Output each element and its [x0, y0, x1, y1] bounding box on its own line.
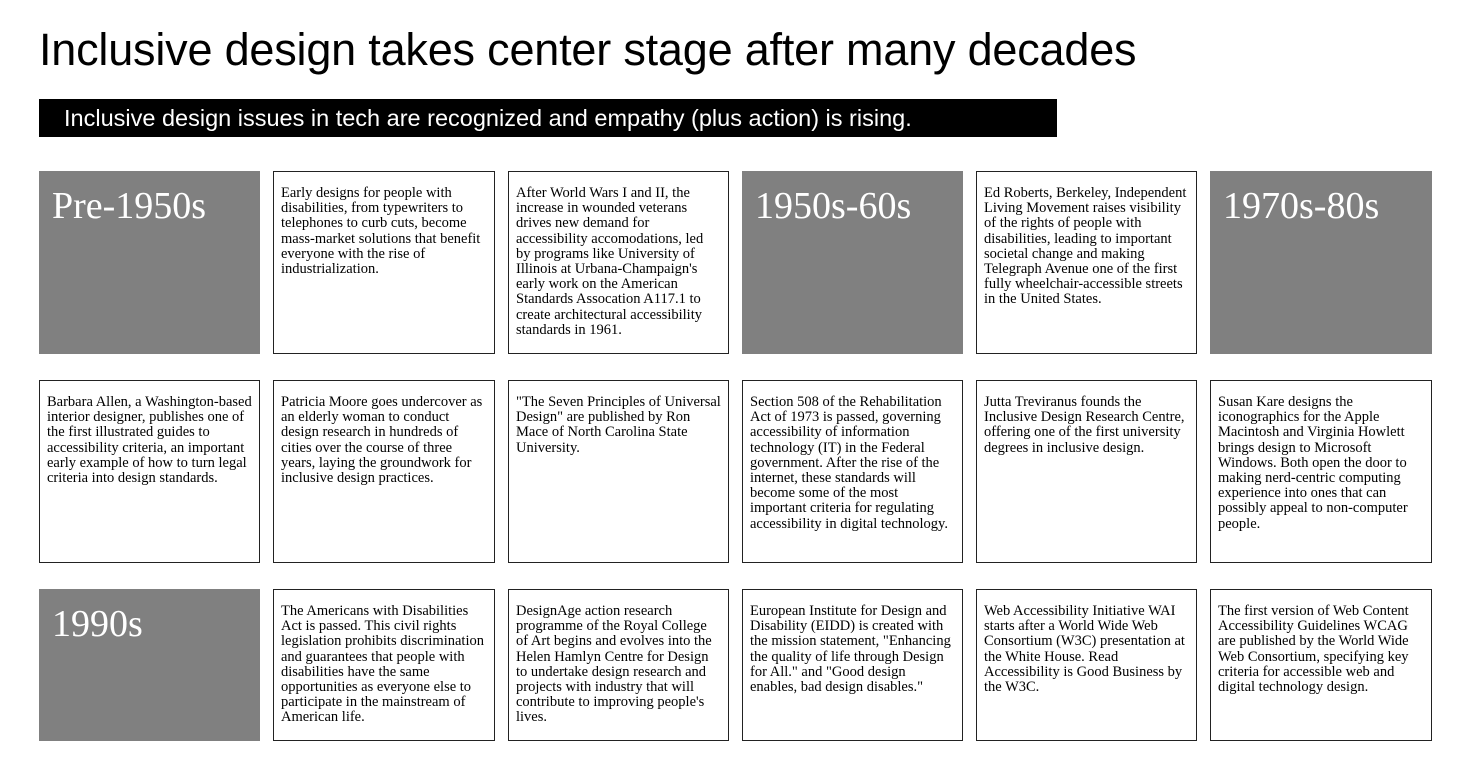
timeline-card: The Americans with Disabilities Act is passed. This civil rights legislation prohibits discrimination and guarantees that people with disabilities have the same opportunities as everyone else to participate in the mainstream of American life.	[273, 589, 495, 741]
timeline-card: Ed Roberts, Berkeley, Independent Living Movement raises visibility of the rights of people with disabilities, leading to important societal change and making Telegraph Avenue one of the first fully wheelchair-accessible streets in the United States.	[976, 171, 1197, 354]
timeline-card: Patricia Moore goes undercover as an elderly woman to conduct design research in hundreds of cities over the course of three years, laying the groundwork for inclusive design practices.	[273, 380, 495, 563]
era-card-1950s-60s: 1950s-60s	[742, 171, 963, 354]
timeline-card: Jutta Treviranus founds the Inclusive Design Research Centre, offering one of the first university degrees in inclusive design.	[976, 380, 1197, 563]
timeline-card: Early designs for people with disabilities, from typewriters to telephones to curb cuts, become mass-market solutions that benefit everyone with the rise of industrialization.	[273, 171, 495, 354]
slide-title: Inclusive design takes center stage after many decades	[39, 24, 1137, 75]
era-card-1990s: 1990s	[39, 589, 260, 741]
timeline-card: After World Wars I and II, the increase in wounded veterans drives new demand for accessibility accomodations, led by programs like University of Illinois at Urbana-Champaign's early work on the American Standards Assocation A117.1 to create architectural accessibility standards in 1961.	[508, 171, 729, 354]
timeline-card: DesignAge action research programme of the Royal College of Art begins and evolves into the Helen Hamlyn Centre for Design to undertake design research and projects with industry that will contribute to improving people's lives.	[508, 589, 729, 741]
timeline-card: Susan Kare designs the iconographics for the Apple Macintosh and Virginia Howlett brings design to Microsoft Windows. Both open the door to making nerd-centric computing experience into ones that can possibly appeal to non-computer people.	[1210, 380, 1432, 563]
timeline-card: European Institute for Design and Disability (EIDD) is created with the mission statement, "Enhancing the quality of life through Design for All." and "Good design enables, bad design disables."	[742, 589, 963, 741]
era-card-1970s-80s: 1970s-80s	[1210, 171, 1432, 354]
subtitle-banner: Inclusive design issues in tech are recognized and empathy (plus action) is rising.	[39, 99, 1057, 137]
timeline-card: Barbara Allen, a Washington-based interior designer, publishes one of the first illustrated guides to accessibility criteria, an important early example of how to turn legal criteria into design standards.	[39, 380, 260, 563]
timeline-card: "The Seven Principles of Universal Design" are published by Ron Mace of North Carolina State University.	[508, 380, 729, 563]
timeline-card: Section 508 of the Rehabilitation Act of 1973 is passed, governing accessibility of information technology (IT) in the Federal government. After the rise of the internet, these standards will become some of the most important criteria for regulating accessibility in digital technology.	[742, 380, 963, 563]
timeline-card: The first version of Web Content Accessibility Guidelines WCAG are published by the World Wide Web Consortium, specifying key criteria for accessible web and digital technology design.	[1210, 589, 1432, 741]
era-card-pre-1950s: Pre-1950s	[39, 171, 260, 354]
timeline-card: Web Accessibility Initiative WAI starts after a World Wide Web Consortium (W3C) presentation at the White House. Read Accessibility is Good Business by the W3C.	[976, 589, 1197, 741]
